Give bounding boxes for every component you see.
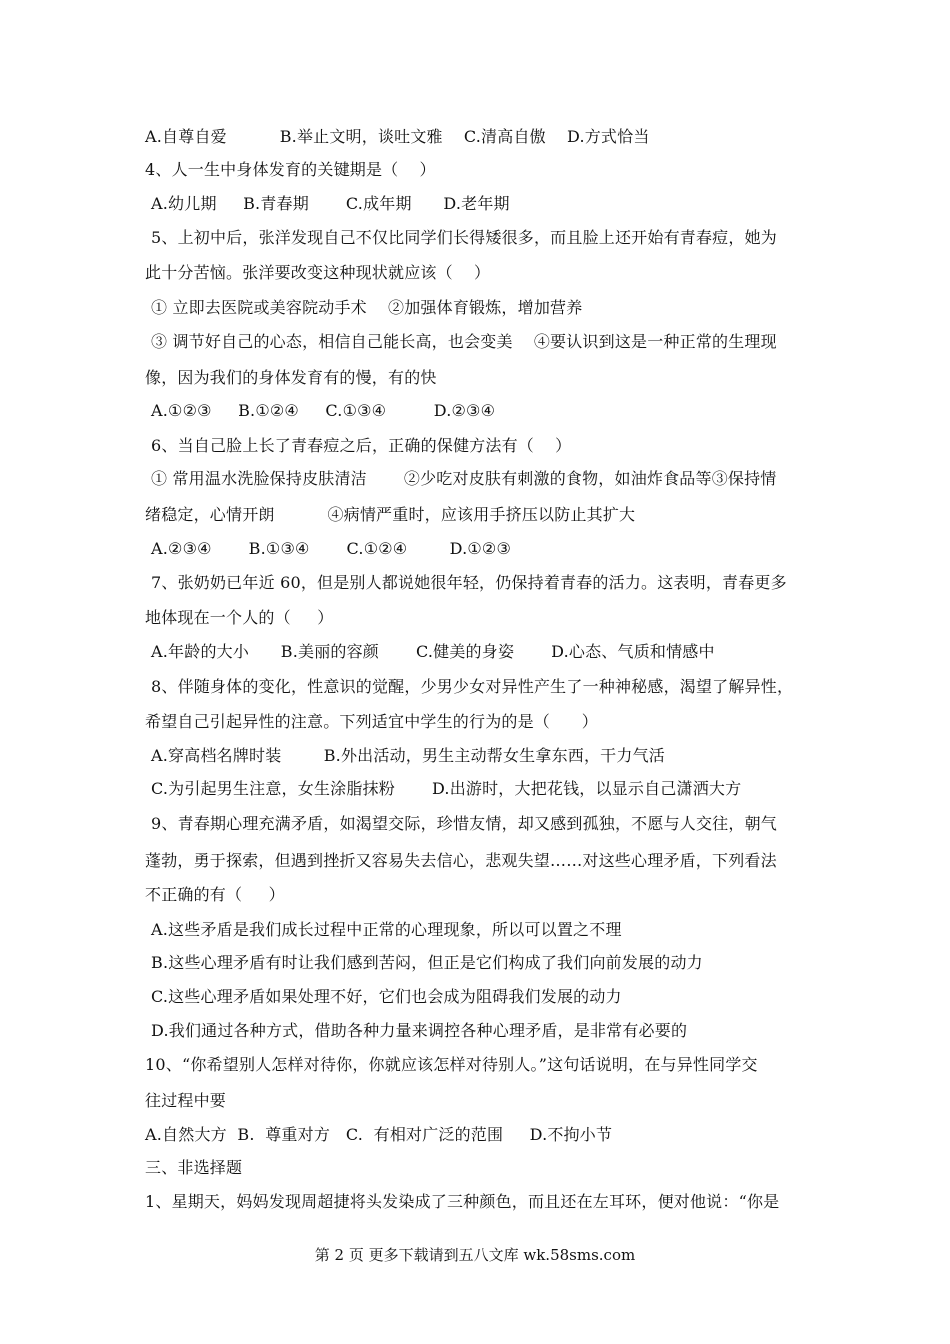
text-line: B.这些心理矛盾有时让我们感到苦闷，但正是它们构成了我们向前发展的动力 <box>151 953 703 972</box>
text-line: 5、上初中后，张洋发现自己不仅比同学们长得矮很多，而且脸上还开始有青春痘，她为 <box>151 228 777 247</box>
text-line: 1、星期天，妈妈发现周超捷将头发染成了三种颜色，而且还在左耳环，便对他说：“你是 <box>145 1192 780 1211</box>
text-line: A.年龄的大小 B.美丽的容颜 C.健美的身姿 D.心态、气质和情感中 <box>151 642 715 661</box>
text-line: A.自尊自爱 B.举止文明，谈吐文雅 C.清高自傲 D.方式恰当 <box>145 127 650 146</box>
text-line: 6、当自己脸上长了青春痘之后，正确的保健方法有（ ） <box>151 436 572 455</box>
text-line: 10、“你希望别人怎样对待你，你就应该怎样对待别人。”这句话说明，在与异性同学交 <box>145 1055 758 1074</box>
text-line: 地体现在一个人的（ ） <box>145 608 334 627</box>
text-line: 9、青春期心理充满矛盾，如渴望交际，珍惜友情，却又感到孤独，不愿与人交往，朝气 <box>151 814 777 833</box>
text-line: A.②③④ B.①③④ C.①②④ D.①②③ <box>151 539 512 558</box>
text-line: A.自然大方 B. 尊重对方 C. 有相对广泛的范围 D.不拘小节 <box>145 1125 613 1144</box>
text-line: C.为引起男生注意，女生涂脂抹粉 D.出游时，大把花钱，以显示自己潇洒大方 <box>151 779 742 798</box>
text-line: 不正确的有（ ） <box>145 885 285 904</box>
text-line: D.我们通过各种方式，借助各种力量来调控各种心理矛盾，是非常有必要的 <box>151 1021 688 1040</box>
text-line: 蓬勃，勇于探索，但遇到挫折又容易失去信心，悲观失望……对这些心理矛盾，下列看法 <box>145 851 777 870</box>
page-footer: 第 2 页 更多下载请到五八文库 wk.58sms.com <box>314 1246 636 1264</box>
text-line: 往过程中要 <box>145 1091 227 1110</box>
text-line: A.这些矛盾是我们成长过程中正常的心理现象，所以可以置之不理 <box>151 920 622 939</box>
text-line: ① 常用温水洗脸保持皮肤清洁 ②少吃对皮肤有刺激的食物，如油炸食品等③保持情 <box>151 469 777 488</box>
text-line: ① 立即去医院或美容院动手术 ②加强体育锻炼，增加营养 <box>151 298 583 317</box>
text-line: 7、张奶奶已年近 60，但是别人都说她很年轻，仍保持着青春的活力。这表明，青春更多 <box>151 573 787 592</box>
text-line: A.幼儿期 B.青春期 C.成年期 D.老年期 <box>151 194 510 213</box>
text-line: A.穿高档名牌时装 B.外出活动，男生主动帮女生拿东西，干力气活 <box>151 746 665 765</box>
text-line: 像，因为我们的身体发育有的慢，有的快 <box>145 368 437 387</box>
text-line: 8、伴随身体的变化，性意识的觉醒，少男少女对异性产生了一种神秘感，渴望了解异性， <box>151 677 794 696</box>
text-line: ③ 调节好自己的心态，相信自己能长高，也会变美 ④要认识到这是一种正常的生理现 <box>151 332 777 351</box>
section-heading: 三、非选择题 <box>145 1158 243 1177</box>
text-line: C.这些心理矛盾如果处理不好，它们也会成为阻碍我们发展的动力 <box>151 987 622 1006</box>
text-line: 4、人一生中身体发育的关键期是（ ） <box>145 160 436 179</box>
text-line: A.①②③ B.①②④ C.①③④ D.②③④ <box>151 401 496 420</box>
text-line: 绪稳定，心情开朗 ④病情严重时，应该用手挤压以防止其扩大 <box>145 505 636 524</box>
text-line: 此十分苦恼。张洋要改变这种现状就应该（ ） <box>145 263 491 282</box>
text-line: 希望自己引起异性的注意。下列适宜中学生的行为的是（ ） <box>145 712 598 731</box>
